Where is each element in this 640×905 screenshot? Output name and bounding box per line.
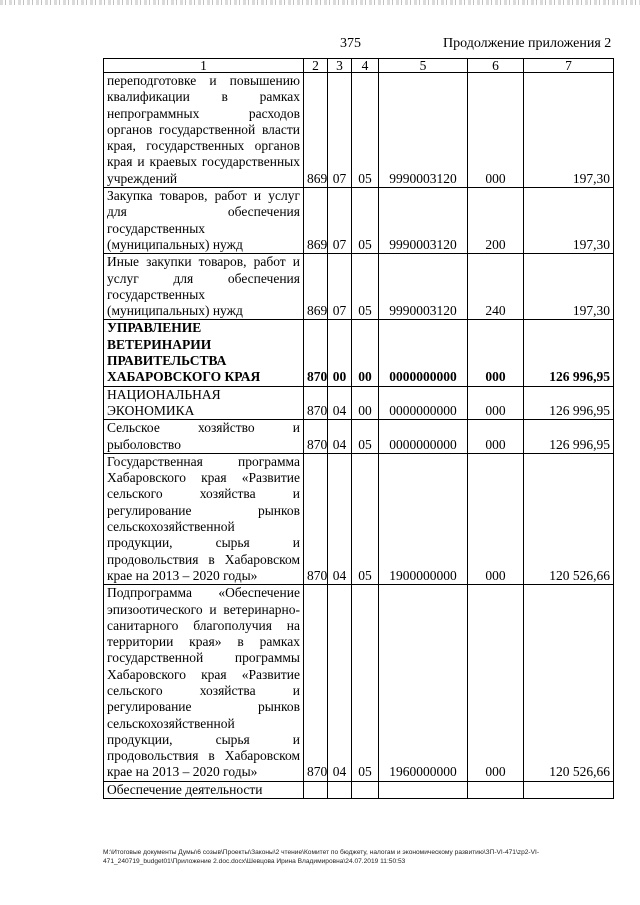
budget-table bbox=[103, 58, 614, 799]
file-path-footer: М:\Итоговые документы Думы\6 созыв\Проекты\Законы\2 чтение\Комитет по бюджету, налогам и экономическому развитию\ЗП-VI-471\zp2-VI-471_240719_budget01\Приложение 2.doc.docx\Шевцова Ирина Владимировна\24.07.2019 11:50:53 bbox=[103, 849, 540, 865]
cell-expense-type bbox=[468, 781, 524, 798]
table-row bbox=[104, 420, 614, 454]
cell-target-article: 0000000000 bbox=[379, 420, 468, 454]
cell-ministry: 870 bbox=[304, 320, 328, 386]
cell-amount: 126 996,95 bbox=[524, 386, 614, 420]
table-row bbox=[104, 188, 614, 254]
cell-ministry: 870 bbox=[304, 585, 328, 782]
cell-subsection: 05 bbox=[352, 420, 379, 454]
cell-subsection bbox=[352, 781, 379, 798]
cell-section: 07 bbox=[328, 73, 352, 188]
column-header-row bbox=[104, 59, 614, 73]
page-number: 375 bbox=[340, 36, 361, 51]
cell-amount: 120 526,66 bbox=[524, 585, 614, 782]
row-name: переподготовке и повышению квалификации в рамках непрограммных расходов органов государственной власти края, государственных органов края и краевых государственных учреждений bbox=[104, 73, 304, 188]
row-name: Иные закупки товаров, работ и услуг для обеспечения государственных (муниципальных) нужд bbox=[104, 254, 304, 320]
cell-section bbox=[328, 781, 352, 798]
row-name: НАЦИОНАЛЬНАЯ ЭКОНОМИКА bbox=[104, 386, 304, 420]
table-row bbox=[104, 73, 614, 188]
cell-subsection: 05 bbox=[352, 585, 379, 782]
cell-ministry: 869 bbox=[304, 254, 328, 320]
column-header: 4 bbox=[352, 59, 379, 73]
cell-section: 07 bbox=[328, 188, 352, 254]
table-row bbox=[104, 320, 614, 386]
cell-expense-type: 200 bbox=[468, 188, 524, 254]
column-header: 3 bbox=[328, 59, 352, 73]
cell-target-article: 1900000000 bbox=[379, 453, 468, 584]
cell-expense-type: 000 bbox=[468, 420, 524, 454]
row-name: Закупка товаров, работ и услуг для обеспечения государственных (муниципальных) нужд bbox=[104, 188, 304, 254]
row-name: Подпрограмма «Обеспечение эпизоотического и ветеринарно-санитарного благополучия на территории края» в рамках государственной программы Хабаровского края «Развитие сельского хозяйства и регулирование рынков сельскохозяйственной продукции, сырья и продовольствия в Хабаровском крае на 2013 – 2020 годы» bbox=[104, 585, 304, 782]
cell-subsection: 00 bbox=[352, 320, 379, 386]
cell-section: 04 bbox=[328, 386, 352, 420]
cell-ministry: 870 bbox=[304, 386, 328, 420]
cell-target-article: 9990003120 bbox=[379, 73, 468, 188]
cell-amount: 126 996,95 bbox=[524, 420, 614, 454]
cell-target-article: 9990003120 bbox=[379, 254, 468, 320]
row-name: Государственная программа Хабаровского края «Развитие сельского хозяйства и регулирование рынков сельскохозяйственной продукции, сырья и продовольствия в Хабаровском крае на 2013 – 2020 годы» bbox=[104, 453, 304, 584]
row-name: Обеспечение деятельности bbox=[104, 781, 304, 798]
cell-amount: 197,30 bbox=[524, 73, 614, 188]
table-row bbox=[104, 386, 614, 420]
cell-target-article: 1960000000 bbox=[379, 585, 468, 782]
cell-section: 04 bbox=[328, 420, 352, 454]
cell-subsection: 05 bbox=[352, 188, 379, 254]
cell-ministry bbox=[304, 781, 328, 798]
cell-section: 04 bbox=[328, 453, 352, 584]
cell-subsection: 05 bbox=[352, 453, 379, 584]
table-row bbox=[104, 453, 614, 584]
cell-target-article: 0000000000 bbox=[379, 320, 468, 386]
cell-amount: 197,30 bbox=[524, 254, 614, 320]
cell-expense-type: 000 bbox=[468, 73, 524, 188]
column-header: 1 bbox=[104, 59, 304, 73]
cell-expense-type: 000 bbox=[468, 585, 524, 782]
cell-target-article: 9990003120 bbox=[379, 188, 468, 254]
scan-edge-artifact bbox=[0, 0, 640, 5]
cell-amount: 197,30 bbox=[524, 188, 614, 254]
appendix-label: Продолжение приложения 2 bbox=[443, 36, 612, 51]
cell-subsection: 00 bbox=[352, 386, 379, 420]
cell-target-article bbox=[379, 781, 468, 798]
table-row bbox=[104, 781, 614, 798]
cell-expense-type: 000 bbox=[468, 453, 524, 584]
cell-ministry: 869 bbox=[304, 188, 328, 254]
table-row bbox=[104, 254, 614, 320]
cell-section: 04 bbox=[328, 585, 352, 782]
cell-target-article: 0000000000 bbox=[379, 386, 468, 420]
column-header: 6 bbox=[468, 59, 524, 73]
cell-subsection: 05 bbox=[352, 73, 379, 188]
cell-ministry: 869 bbox=[304, 73, 328, 188]
cell-section: 07 bbox=[328, 254, 352, 320]
cell-amount bbox=[524, 781, 614, 798]
cell-ministry: 870 bbox=[304, 453, 328, 584]
column-header: 5 bbox=[379, 59, 468, 73]
cell-ministry: 870 bbox=[304, 420, 328, 454]
cell-expense-type: 240 bbox=[468, 254, 524, 320]
row-name: УПРАВЛЕНИЕ ВЕТЕРИНАРИИ ПРАВИТЕЛЬСТВА ХАБАРОВСКОГО КРАЯ bbox=[104, 320, 304, 386]
cell-section: 00 bbox=[328, 320, 352, 386]
row-name: Сельское хозяйство и рыболовство bbox=[104, 420, 304, 454]
cell-amount: 126 996,95 bbox=[524, 320, 614, 386]
cell-amount: 120 526,66 bbox=[524, 453, 614, 584]
column-header: 7 bbox=[524, 59, 614, 73]
cell-expense-type: 000 bbox=[468, 386, 524, 420]
cell-subsection: 05 bbox=[352, 254, 379, 320]
table-row bbox=[104, 585, 614, 782]
cell-expense-type: 000 bbox=[468, 320, 524, 386]
column-header: 2 bbox=[304, 59, 328, 73]
